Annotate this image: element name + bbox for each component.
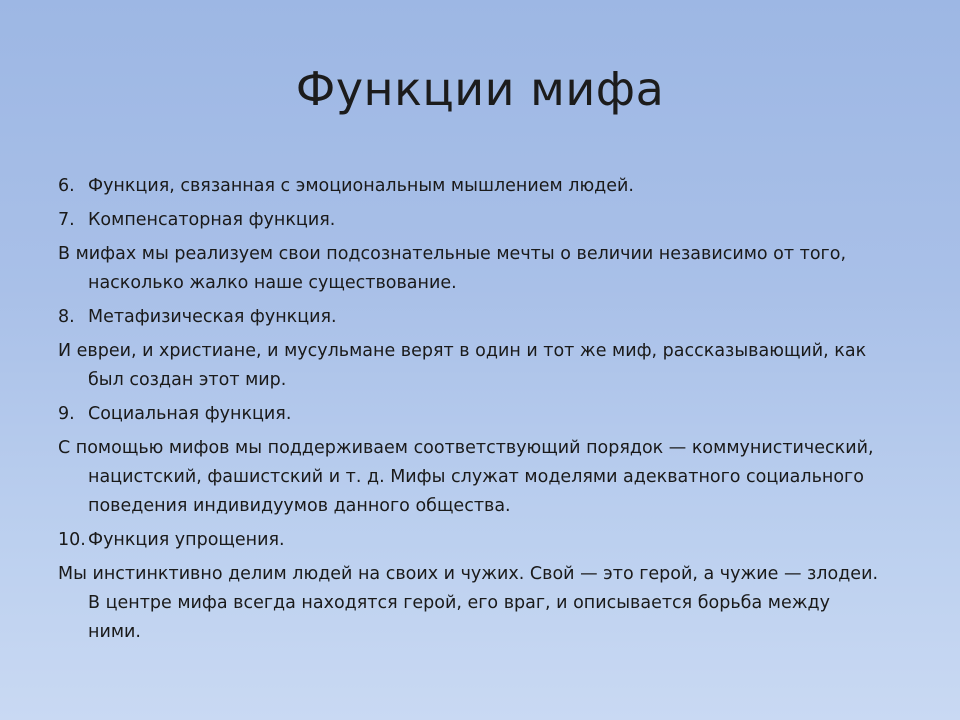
paragraph-text: Метафизическая функция. [88,307,337,327]
paragraph-number: 10. [58,530,86,550]
paragraph-8 [58,303,888,332]
paragraph-10-text: Мы инстинктивно делим людей на своих и чужих. Свой — это герой, а чужие — злодеи. В центре мифа всегда находятся герой, его враг, и описывается борьба между ними. [58,564,879,642]
paragraph-number: 6. [58,176,75,196]
paragraph-text: Социальная функция. [88,404,292,424]
paragraph-7-text: В мифах мы реализуем свои подсознательные мечты о величии независимо от того, насколько жалко наше существование. [58,244,847,293]
paragraph-10 [58,526,888,555]
slide-body [58,172,888,652]
paragraph-9-text: С помощью мифов мы поддерживаем соответствующий порядок — коммунистический, нацистский, фашистский и т. д. Мифы служат моделями адекватного социального поведения индивидуумов данного общества. [58,438,874,516]
paragraph-text: Функция, связанная с эмоциональным мышлением людей. [88,176,634,196]
slide-title: Функции мифа [295,62,665,116]
paragraph-9 [58,400,888,429]
paragraph-7 [58,206,888,235]
paragraph-number: 9. [58,404,75,424]
paragraph-8-text: И евреи, и христиане, и мусульмане верят в один и тот же миф, рассказывающий, как был создан этот мир. [58,341,867,390]
paragraph-text: Функция упрощения. [88,530,285,550]
paragraph-6 [58,172,888,201]
paragraph-number: 8. [58,307,75,327]
paragraph-number: 7. [58,210,75,230]
paragraph-text: Компенсаторная функция. [88,210,336,230]
